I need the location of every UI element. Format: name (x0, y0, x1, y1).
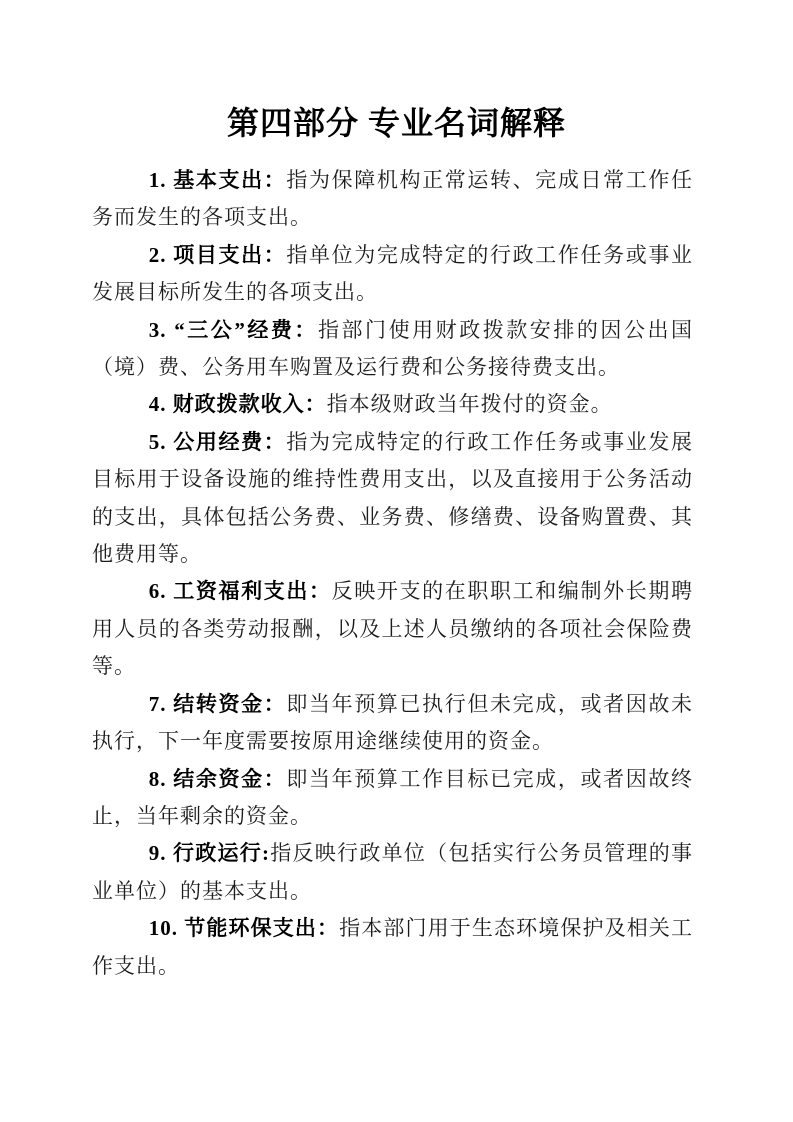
term-label: 7. 结转资金： (148, 691, 287, 716)
term-label: 9. 行政运行: (148, 841, 270, 866)
term-label: 8. 结余资金： (148, 766, 287, 791)
term-label: 4. 财政拨款收入： (148, 392, 327, 417)
definition-item (92, 835, 693, 910)
term-definition: 指本部门用于生态环境保护及相关工作支出。 (92, 916, 694, 978)
term-definition: 即当年预算已执行但未完成，或者因故未执行，下一年度需要按原用途继续使用的资金。 (92, 691, 693, 754)
term-definition: 指单位为完成特定的行政工作任务或事业发展目标所发生的各项支出。 (92, 242, 693, 305)
term-definition: 指为完成特定的行政工作任务或事业发展目标用于设备设施的维持性费用支出，以及直接用于公务活动的支出，具体包括公务费、业务费、修缮费、设备购置费、其他费用等。 (92, 429, 693, 567)
term-label: 2. 项目支出： (148, 242, 287, 267)
definition-item (92, 162, 693, 237)
definition-item (92, 386, 693, 423)
term-label: 10. 节能环保支出： (148, 916, 340, 941)
term-definition: 指为保障机构正常运转、完成日常工作任务而发生的各项支出。 (92, 168, 693, 230)
definition-item (92, 237, 693, 312)
term-label: 6. 工资福利支出： (148, 579, 332, 604)
definition-item (92, 424, 693, 574)
definition-item (92, 761, 693, 836)
definition-item (92, 312, 693, 387)
term-definition: 即当年预算工作目标已完成，或者因故终止，当年剩余的资金。 (92, 766, 693, 828)
definitions-list (92, 162, 693, 985)
term-label: 5. 公用经费： (148, 429, 287, 454)
term-definition: 指反映行政单位（包括实行公务员管理的事业单位）的基本支出。 (92, 841, 693, 903)
term-definition: 反映开支的在职职工和编制外长期聘用人员的各类劳动报酬，以及上述人员缴纳的各项社会保险费等。 (92, 579, 694, 679)
term-definition: 指部门使用财政拨款安排的因公出国（境）费、公务用车购置及运行费和公务接待费支出。 (92, 317, 694, 380)
definition-item (92, 573, 693, 685)
term-label: 1. 基本支出： (148, 168, 287, 192)
definition-item (92, 686, 693, 761)
definition-item (92, 910, 693, 985)
term-definition: 指本级财政当年拨付的资金。 (326, 392, 613, 417)
page-title: 第四部分 专业名词解释 (226, 105, 566, 141)
term-label: 3. “三公”经费： (148, 317, 318, 342)
